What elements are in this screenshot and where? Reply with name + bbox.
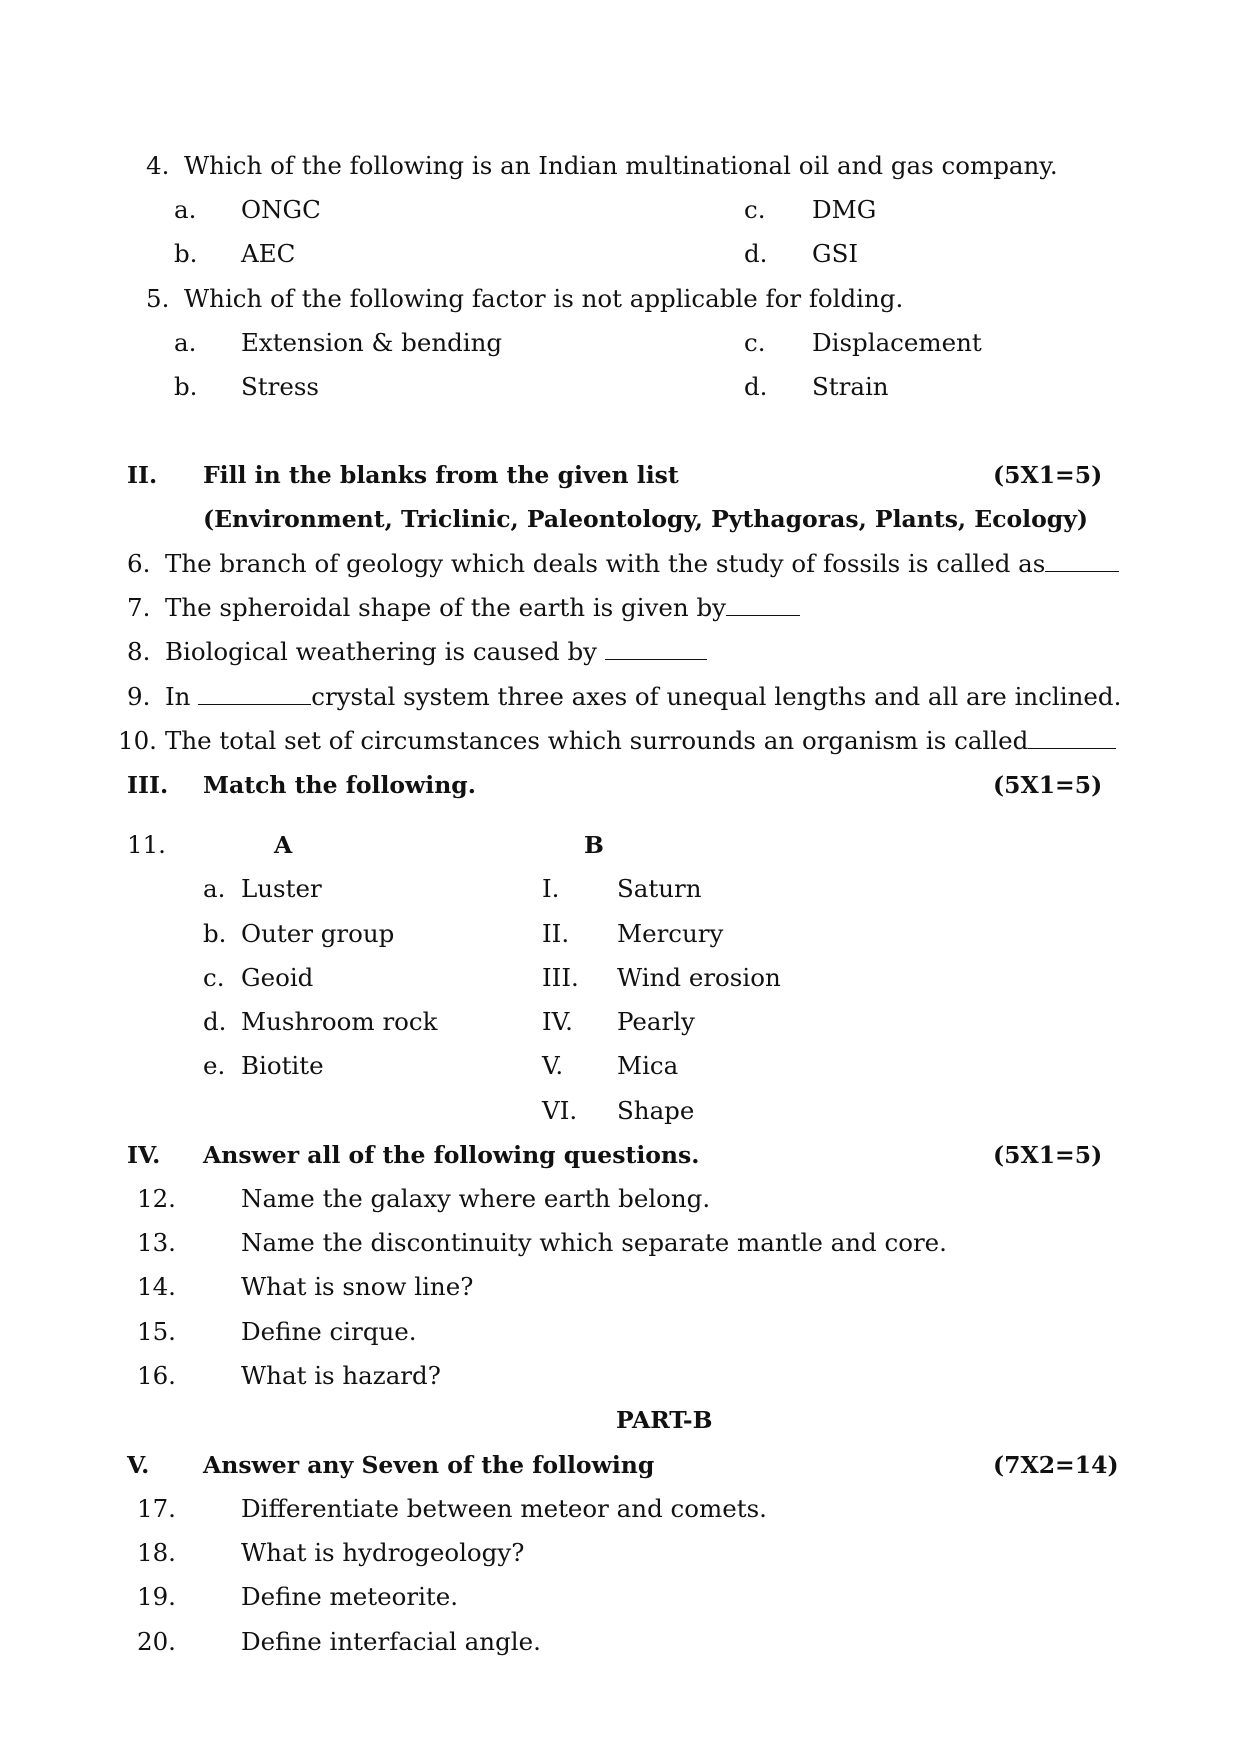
question-text-before: In xyxy=(165,682,199,711)
part-heading: PART-B xyxy=(616,1406,713,1434)
match-b-text: Shape xyxy=(617,1096,695,1125)
question-text: Name the discontinuity which separate mantle and core. xyxy=(241,1228,947,1257)
question-text: Which of the following factor is not applicable for folding. xyxy=(184,284,904,313)
answer-blank xyxy=(1028,728,1116,749)
question-number: 17. xyxy=(137,1494,176,1523)
question-number: 10. xyxy=(118,726,157,755)
question-text xyxy=(165,682,1121,712)
question-text xyxy=(165,549,1119,579)
question-text xyxy=(165,637,707,667)
question-number: 7. xyxy=(127,593,151,622)
question-number: 15. xyxy=(137,1317,176,1346)
question-text: Define meteorite. xyxy=(241,1582,459,1611)
word-list: (Environment, Triclinic, Paleontology, Pythagoras, Plants, Ecology) xyxy=(203,505,1088,533)
section-roman: IV. xyxy=(127,1141,161,1169)
question-number: 14. xyxy=(137,1272,176,1301)
question-text: Differentiate between meteor and comets. xyxy=(241,1494,767,1523)
option-key: c. xyxy=(744,195,766,224)
section-marks: (5X1=5) xyxy=(993,1141,1103,1169)
match-a-key: e. xyxy=(203,1051,226,1080)
match-a-text: Geoid xyxy=(241,963,314,992)
option-key: b. xyxy=(174,239,198,268)
section-title: Match the following. xyxy=(203,771,476,799)
match-a-key: b. xyxy=(203,919,227,948)
match-b-text: Mercury xyxy=(617,919,724,948)
section-marks: (7X2=14) xyxy=(993,1451,1119,1479)
question-number: 16. xyxy=(137,1361,176,1390)
option-text: Stress xyxy=(241,372,319,401)
option-text: AEC xyxy=(241,239,296,268)
question-number: 8. xyxy=(127,637,151,666)
option-text: DMG xyxy=(812,195,877,224)
question-text: What is hydrogeology? xyxy=(241,1538,525,1567)
question-text-before: The spheroidal shape of the earth is given by xyxy=(165,593,726,622)
section-marks: (5X1=5) xyxy=(993,461,1103,489)
match-b-key: V. xyxy=(542,1051,564,1080)
question-text-after: crystal system three axes of unequal lengths and all are inclined. xyxy=(311,682,1122,711)
question-number: 5. xyxy=(146,284,170,313)
question-text-before: The branch of geology which deals with the study of fossils is called as xyxy=(165,549,1046,578)
match-a-key: c. xyxy=(203,963,225,992)
option-text: Displacement xyxy=(812,328,982,357)
match-b-key: III. xyxy=(542,963,579,992)
match-a-text: Mushroom rock xyxy=(241,1007,438,1036)
match-b-text: Wind erosion xyxy=(617,963,781,992)
question-number: 13. xyxy=(137,1228,176,1257)
match-b-key: VI. xyxy=(542,1096,578,1125)
question-number: 19. xyxy=(137,1582,176,1611)
question-text: Define interfacial angle. xyxy=(241,1627,541,1656)
match-b-text: Saturn xyxy=(617,874,702,903)
question-text: Name the galaxy where earth belong. xyxy=(241,1184,711,1213)
section-roman: V. xyxy=(127,1451,150,1479)
match-a-text: Biotite xyxy=(241,1051,324,1080)
option-text: Extension & bending xyxy=(241,328,503,357)
section-title: Answer any Seven of the following xyxy=(203,1451,655,1479)
answer-blank xyxy=(1045,551,1119,572)
question-number: 9. xyxy=(127,682,151,711)
option-key: c. xyxy=(744,328,766,357)
section-title: Answer all of the following questions. xyxy=(203,1141,700,1169)
match-a-key: d. xyxy=(203,1007,227,1036)
question-number: 6. xyxy=(127,549,151,578)
question-text-before: Biological weathering is caused by xyxy=(165,637,605,666)
option-key: d. xyxy=(744,372,768,401)
question-text xyxy=(165,726,1116,756)
match-b-key: II. xyxy=(542,919,570,948)
option-text: ONGC xyxy=(241,195,321,224)
question-number: 4. xyxy=(146,151,170,180)
question-text xyxy=(165,593,800,623)
column-a-heading: A xyxy=(274,831,293,859)
option-key: d. xyxy=(744,239,768,268)
match-a-key: a. xyxy=(203,874,226,903)
answer-blank xyxy=(726,595,800,616)
option-key: a. xyxy=(174,328,197,357)
section-marks: (5X1=5) xyxy=(993,771,1103,799)
question-number: 12. xyxy=(137,1184,176,1213)
match-b-text: Mica xyxy=(617,1051,679,1080)
section-roman: II. xyxy=(127,461,158,489)
option-text: GSI xyxy=(812,239,859,268)
answer-blank xyxy=(198,684,311,705)
match-a-text: Outer group xyxy=(241,919,395,948)
answer-blank xyxy=(605,639,707,660)
question-number: 18. xyxy=(137,1538,176,1567)
question-text: What is snow line? xyxy=(241,1272,474,1301)
match-a-text: Luster xyxy=(241,874,322,903)
match-b-key: I. xyxy=(542,874,560,903)
question-number: 11. xyxy=(127,830,166,859)
question-number: 20. xyxy=(137,1627,176,1656)
question-text: Which of the following is an Indian multinational oil and gas company. xyxy=(184,151,1058,180)
option-text: Strain xyxy=(812,372,889,401)
match-b-key: IV. xyxy=(542,1007,573,1036)
match-b-text: Pearly xyxy=(617,1007,695,1036)
section-roman: III. xyxy=(127,771,169,799)
question-text: Define cirque. xyxy=(241,1317,417,1346)
section-title: Fill in the blanks from the given list xyxy=(203,461,679,489)
column-b-heading: B xyxy=(584,831,604,859)
option-key: a. xyxy=(174,195,197,224)
question-text: What is hazard? xyxy=(241,1361,441,1390)
option-key: b. xyxy=(174,372,198,401)
question-text-before: The total set of circumstances which surrounds an organism is called xyxy=(165,726,1029,755)
